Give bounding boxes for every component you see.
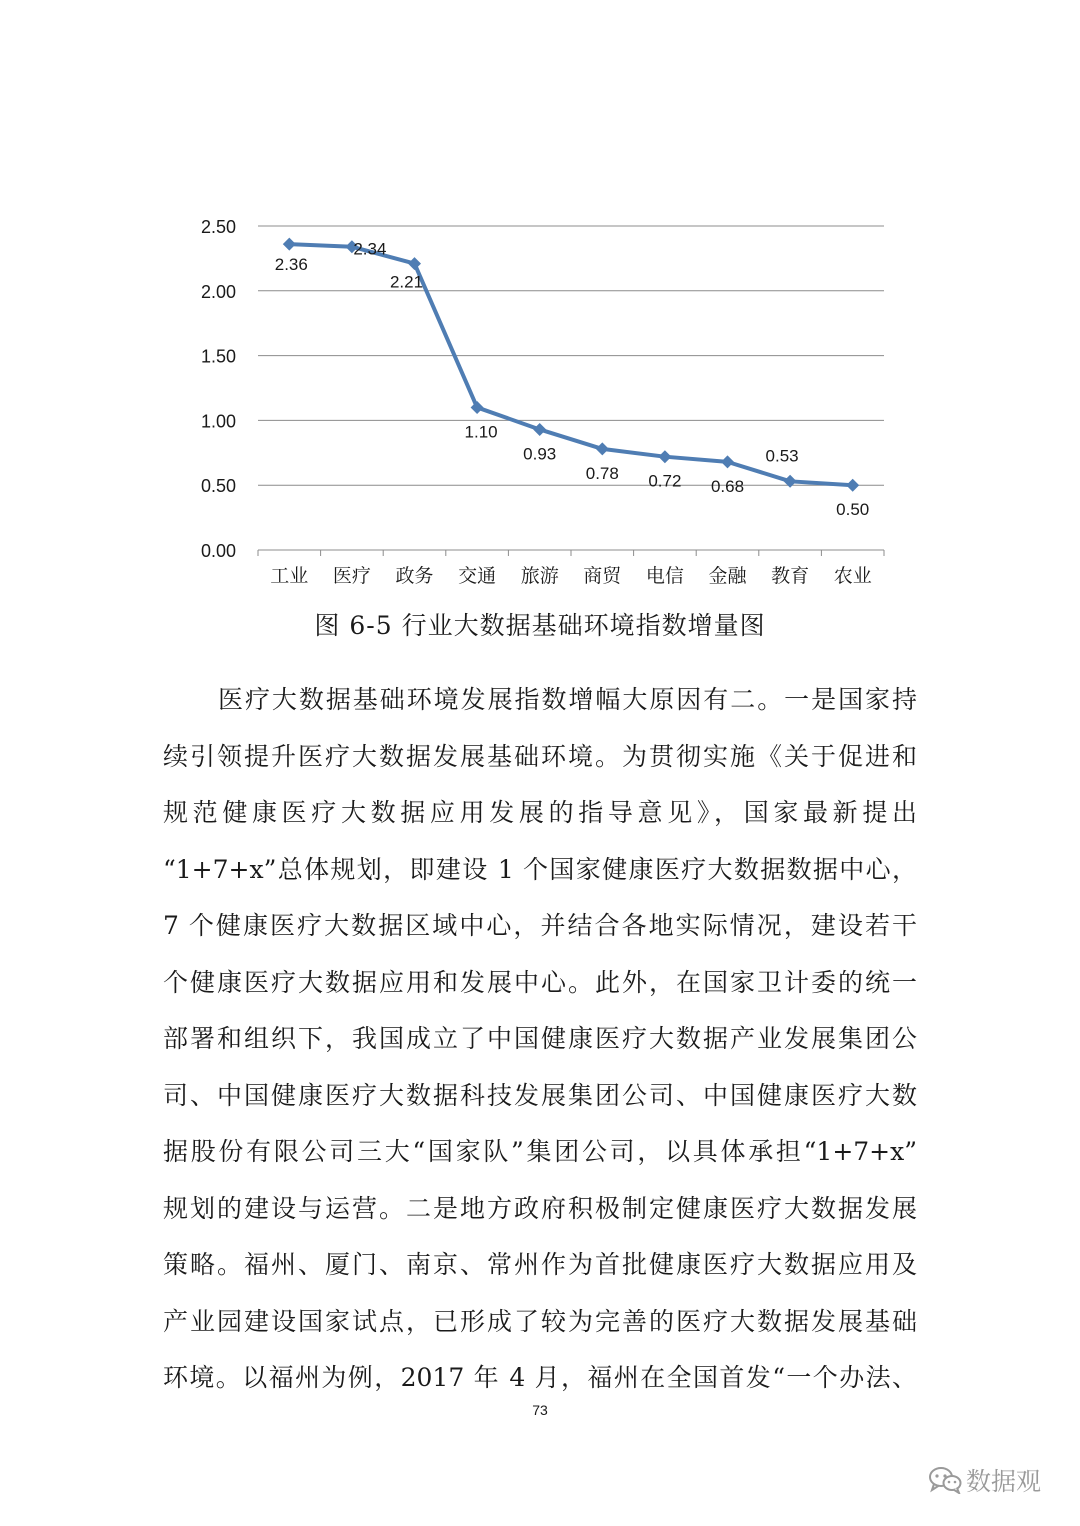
paragraph-line: 续引领提升医疗大数据发展基础环境。为贯彻实施《关于促进和 <box>163 741 917 771</box>
data-label: 2.34 <box>353 239 387 259</box>
paragraph-line: 规划的建设与运营。二是地方政府积极制定健康医疗大数据发展 <box>163 1193 917 1223</box>
figure-caption: 图 6-5 行业大数据基础环境指数增量图 <box>314 611 766 640</box>
wechat-icon <box>928 1466 962 1494</box>
x-tick-label: 电信 <box>645 565 684 587</box>
y-tick-label: 2.50 <box>200 217 236 237</box>
data-point <box>721 455 734 468</box>
paragraph-line: 规范健康医疗大数据应用发展的指导意见》，国家最新提出 <box>163 798 917 827</box>
data-point <box>784 475 797 488</box>
paragraph-line: 医疗大数据基础环境发展指数增幅大原因有二。一是国家持 <box>218 685 917 714</box>
data-label: 0.93 <box>523 444 557 464</box>
data-point <box>596 442 609 455</box>
data-label: 0.50 <box>836 500 870 520</box>
x-tick-label: 医疗 <box>332 565 371 587</box>
x-tick-label: 教育 <box>771 565 810 587</box>
y-tick-label: 2.00 <box>200 281 236 302</box>
x-tick-labels <box>270 565 871 587</box>
data-label: 0.68 <box>710 476 745 496</box>
paragraph-line: 产业园建设国家试点，已形成了较为完善的医疗大数据发展基础 <box>163 1306 917 1336</box>
y-tick-label: 1.50 <box>200 346 236 367</box>
data-label: 0.78 <box>585 463 619 483</box>
data-label: 1.10 <box>464 422 498 442</box>
data-label: 0.72 <box>648 471 682 491</box>
paragraph-line: 据股份有限公司三大“国家队”集团公司，以具体承担“1+7+x” <box>163 1137 917 1166</box>
paragraph-line: 环境。以福州为例，2017 年 4 月，福州在全国首发“一个办法、 <box>163 1363 917 1392</box>
data-point <box>658 450 671 463</box>
paragraph-line: 个健康医疗大数据应用和发展中心。此外，在国家卫计委的统一 <box>163 967 917 997</box>
x-tick-label: 农业 <box>833 565 872 587</box>
page-number: 73 <box>532 1402 548 1418</box>
data-label: 2.21 <box>389 272 424 292</box>
x-tick-label: 交通 <box>458 565 497 587</box>
x-tick-label: 工业 <box>270 565 309 587</box>
y-tick-label: 1.00 <box>200 411 236 432</box>
watermark <box>928 1462 1041 1498</box>
y-tick-labels <box>201 217 236 561</box>
line-chart <box>0 0 1080 600</box>
paragraph-line: 司、中国健康医疗大数据科技发展集团公司、中国健康医疗大数 <box>163 1080 917 1110</box>
paragraph-line: 部署和组织下，我国成立了中国健康医疗大数据产业发展集团公 <box>163 1024 917 1053</box>
x-tick-label: 旅游 <box>520 565 559 587</box>
y-tick-label: 0.00 <box>200 541 236 561</box>
data-point <box>533 423 546 436</box>
data-point <box>283 238 296 251</box>
watermark-text: 数据观 <box>966 1467 1042 1496</box>
body-paragraph <box>163 672 917 1407</box>
paragraph-line: 7 个健康医疗大数据区域中心，并结合各地实际情况，建设若干 <box>163 911 917 940</box>
x-tick-label: 商贸 <box>583 565 622 587</box>
y-tick-label: 0.50 <box>200 476 236 497</box>
data-point <box>408 257 421 270</box>
chart-axes <box>258 550 884 556</box>
data-point <box>846 479 859 492</box>
paragraph-line: 策略。福州、厦门、南京、常州作为首批健康医疗大数据应用及 <box>163 1250 917 1279</box>
paragraph-line: “1+7+x”总体规划，即建设 1 个国家健康医疗大数据数据中心， <box>163 854 917 884</box>
data-label: 0.53 <box>765 446 799 466</box>
x-tick-label: 金融 <box>708 565 747 587</box>
x-tick-label: 政务 <box>395 565 434 587</box>
data-label: 2.36 <box>274 255 308 275</box>
data-point <box>471 401 484 414</box>
